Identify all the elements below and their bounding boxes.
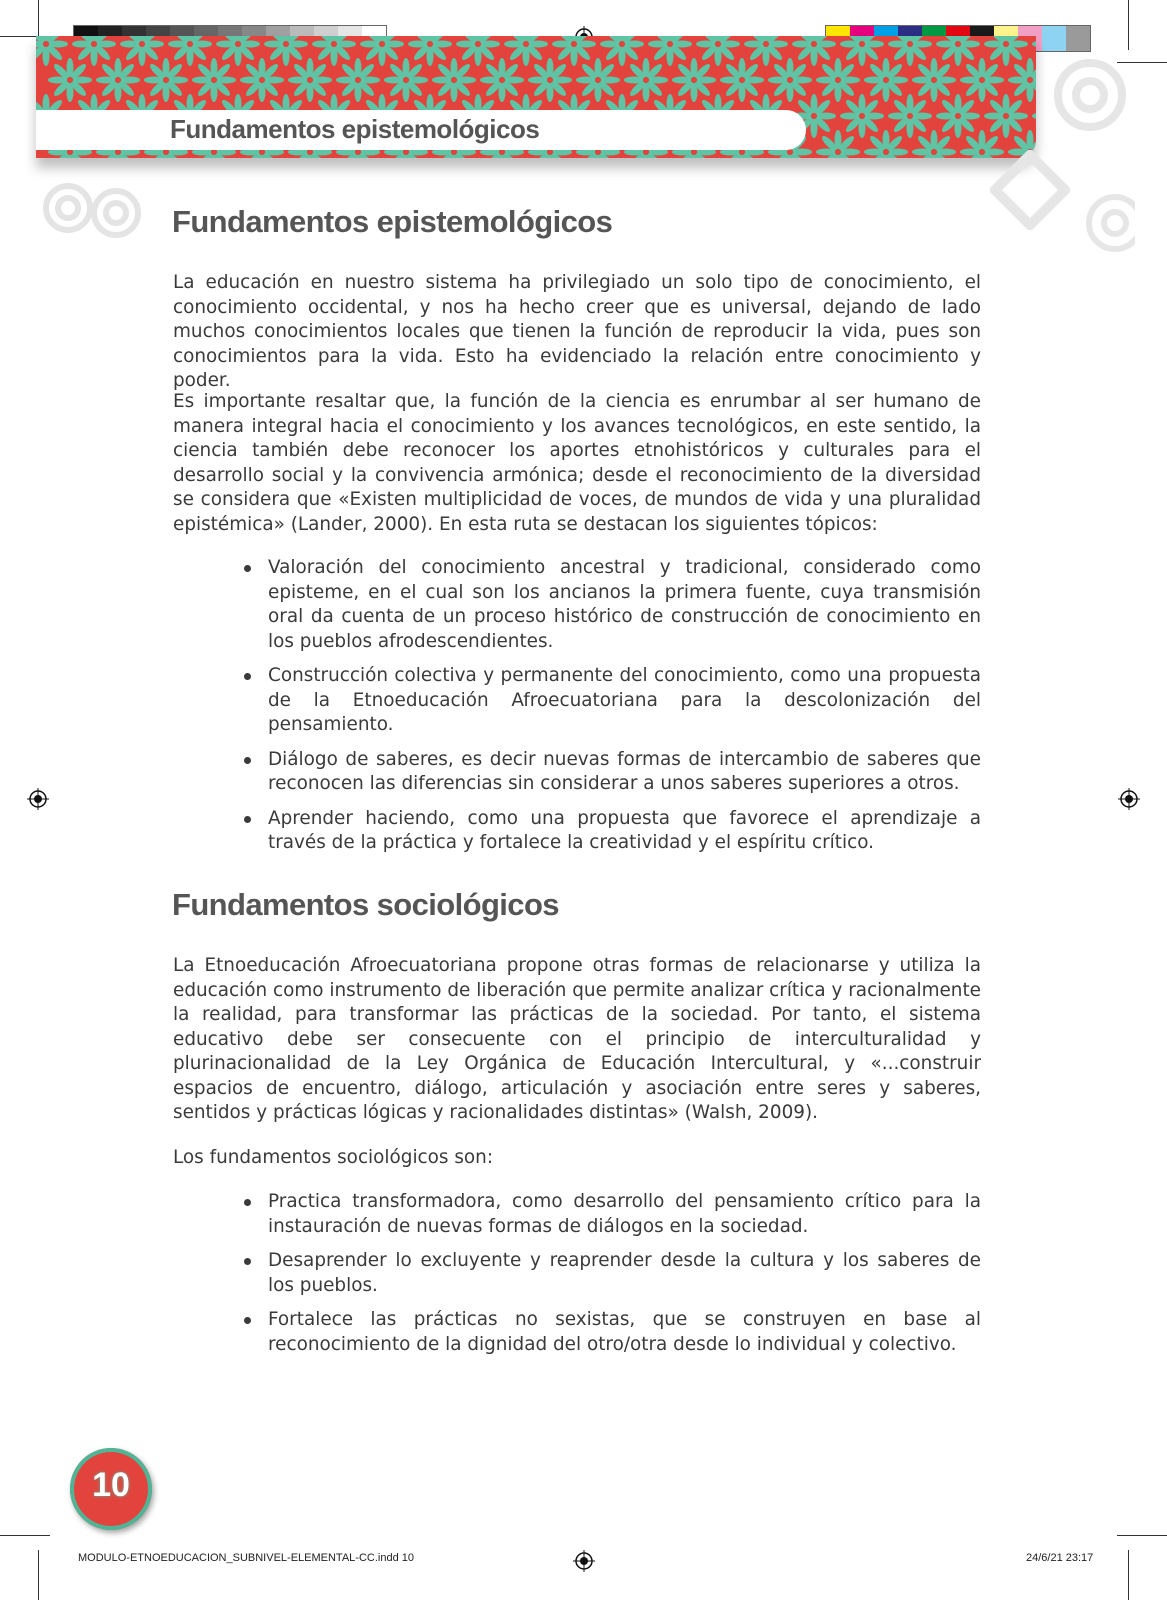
list-item: Construcción colectiva y permanente del conocimiento, como una propuesta de la Etnoeducación Afroecuatoriana para la descolonización del pensamiento. bbox=[244, 664, 981, 738]
bullet-list bbox=[244, 1190, 981, 1357]
section-title: Fundamentos epistemológicos bbox=[172, 204, 613, 239]
spiral-ornament-icon bbox=[1075, 168, 1135, 278]
spiral-ornament-icon bbox=[1040, 40, 1135, 160]
crop-mark bbox=[1117, 1535, 1167, 1536]
page-number: 10 bbox=[92, 1466, 130, 1504]
bullet-icon bbox=[244, 757, 251, 764]
bullet-icon bbox=[244, 565, 251, 572]
list-item: Valoración del conocimiento ancestral y tradicional, considerado como episteme, en el cual son los ancianos la primera fuente, cuya transmisión oral da cuenta de un proceso histórico de construcción de conocimiento en los pueblos afrodescendientes. bbox=[244, 556, 981, 654]
crop-mark bbox=[38, 1550, 39, 1600]
crop-mark bbox=[0, 1535, 50, 1536]
registration-mark-icon bbox=[27, 788, 49, 810]
bullet-icon bbox=[244, 816, 251, 823]
footer-date: 24/6/21 23:17 bbox=[1026, 1552, 1094, 1564]
list-item: Practica transformadora, como desarrollo del pensamiento crítico para la instauración de nuevas formas de diálogos en la sociedad. bbox=[244, 1190, 981, 1239]
bullet-icon bbox=[244, 1258, 251, 1265]
paragraph: La Etnoeducación Afroecuatoriana propone otras formas de relacionarse y utiliza la educación como instrumento de liberación que permite analizar crítica y racionalmente la realidad, para transformar las prácticas de la sociedad. Por tanto, el sistema educativo debe ser consecuente con el principio de interculturalidad y plurinacionalidad de la Ley Orgánica de Educación Intercultural, y «...construir espacios de encuentro, diálogo, articulación y asociación entre seres y saberes, sentidos y prácticas lógicas y racionalidades distintas» (Walsh, 2009). bbox=[173, 955, 981, 1123]
footer-file-name: MODULO-ETNOEDUCACION_SUBNIVEL-ELEMENTAL-CC.indd 10 bbox=[78, 1552, 414, 1564]
bullet-list bbox=[244, 556, 981, 856]
list-item: Diálogo de saberes, es decir nuevas formas de intercambio de saberes que reconocen las diferencias sin considerar a unos saberes superiores a otros. bbox=[244, 748, 981, 797]
list-item: Desaprender lo excluyente y reaprender desde la cultura y los saberes de los pueblos. bbox=[244, 1249, 981, 1298]
paragraph: La educación en nuestro sistema ha privilegiado un solo tipo de conocimiento, el conocimiento occidental, y nos ha hecho creer que es universal, dejando de lado muchos conocimientos locales que tienen la función de reproducir la vida, pues son conocimientos para la vida. Esto ha evidenciado la relación entre conocimiento y poder. bbox=[173, 272, 981, 391]
spiral-ornament-icon bbox=[38, 168, 148, 258]
section-title: Fundamentos sociológicos bbox=[172, 887, 559, 922]
bullet-icon bbox=[244, 673, 251, 680]
list-item: Fortalece las prácticas no sexistas, que se construyen en base al reconocimiento de la dignidad del otro/otra desde lo individual y colectivo. bbox=[244, 1308, 981, 1357]
header-title: Fundamentos epistemológicos bbox=[170, 114, 540, 144]
paragraph: Los fundamentos sociológicos son: bbox=[173, 1147, 494, 1168]
diamond-ornament-icon bbox=[990, 150, 1070, 230]
bullet-icon bbox=[244, 1317, 251, 1324]
registration-mark-icon bbox=[1118, 788, 1140, 810]
bullet-icon bbox=[244, 1199, 251, 1206]
list-item: Aprender haciendo, como una propuesta que favorece el aprendizaje a través de la práctica y fortalece la creatividad y el espíritu crítico. bbox=[244, 807, 981, 856]
paragraph: Es importante resaltar que, la función de la ciencia es enrumbar al ser humano de manera integral hacia el conocimiento y los avances tecnológicos, en este sentido, la ciencia también debe reconocer los aportes etnohistóricos y culturales para el desarrollo social y la convivencia armónica; desde el reconocimiento de la diversidad se considera que «Existen multiplicidad de voces, de mundos de vida y una pluralidad epistémica» (Lander, 2000). En esta ruta se destacan los siguientes tópicos: bbox=[173, 391, 981, 535]
registration-mark-icon bbox=[573, 1550, 595, 1572]
crop-mark bbox=[1128, 1550, 1129, 1600]
